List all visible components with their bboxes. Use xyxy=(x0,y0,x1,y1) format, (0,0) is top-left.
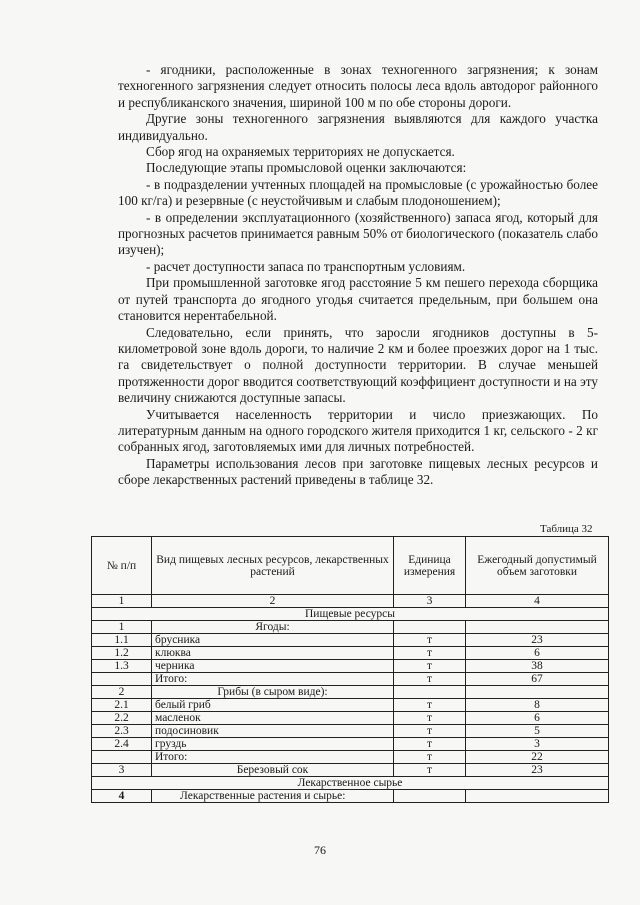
total-row: Итого: т 22 xyxy=(92,751,609,764)
body-text xyxy=(118,62,598,489)
table-row: 1.2 клюква т 6 xyxy=(92,647,609,660)
section-row xyxy=(92,777,609,790)
table-header-row xyxy=(92,537,609,595)
resources-table xyxy=(91,536,609,803)
group-title: Лекарственные растения и сырье: xyxy=(152,790,394,803)
paragraph: - в определении эксплуатационного (хозяйственного) запаса ягод, который для прогнозных расчетов принимается равным 50% от биологического (показатель слабо изучен); xyxy=(118,209,598,258)
paragraph: - ягодники, расположенные в зонах техногенного загрязнения; к зонам техногенного загрязнения следует относить полосы леса вдоль автодорог районного и республиканского значения, шириной 100 м по обе стороны дороги. xyxy=(118,62,598,110)
paragraph: Учитывается населенность территории и число приезжающих. По литературным данным на одного городского жителя приходится 1 кг, сельского - 2 кг собранных ягод, заготовляемых ими для личных потребностей. xyxy=(118,406,598,455)
section-food-title: Пищевые ресурсы xyxy=(92,608,609,621)
group-title: Грибы (в сыром виде): xyxy=(152,686,394,699)
section-med-title: Лекарственное сырье xyxy=(92,777,609,790)
group-row xyxy=(92,621,609,634)
paragraph: Другие зоны техногенного загрязнения выявляются для каждого участка индивидуально. xyxy=(118,111,598,143)
table-row: 2.4 груздь т 3 xyxy=(92,738,609,751)
paragraph: - в подразделении учтенных площадей на промысловые (с урожайностью более 100 кг/га) и резервные (с неустойчивым и слабым плодоношением); xyxy=(118,176,598,209)
table-row: 2.2 масленок т 6 xyxy=(92,712,609,725)
table-row: 2.1 белый гриб т 8 xyxy=(92,699,609,712)
section-row xyxy=(92,608,609,621)
col-number: 2 xyxy=(152,595,394,608)
paragraph: Последующие этапы промысловой оценки заключаются: xyxy=(146,160,467,176)
paragraph: Параметры использования лесов при заготовке пищевых лесных ресурсов и сборе лекарственных растений приведены в таблице 32. xyxy=(118,455,598,488)
paragraph: Следовательно, если принять, что заросли ягодников доступны в 5-километровой зоне вдоль дороги, то наличие 2 км и более проезжих дорог на 1 тыс. га свидетельствует о полной доступности территории. В случае меньшей протяженности дорог вводится соответствующий коэффициент доступности и на эту величину снижаются доступные запасы. xyxy=(118,324,598,406)
header-type: Вид пищевых лесных ресурсов, лекарственных растений xyxy=(152,537,394,595)
group-num: 2 xyxy=(92,686,152,699)
group-num: 4 xyxy=(92,790,152,803)
total-row: Итого: т 67 xyxy=(92,673,609,686)
header-volume: Ежегодный допустимый объем заготовки xyxy=(466,537,609,595)
group-num: 1 xyxy=(92,621,152,634)
table-row: 1.3 черника т 38 xyxy=(92,660,609,673)
paragraph: - расчет доступности запаса по транспортным условиям. xyxy=(146,258,466,274)
page-number: 76 xyxy=(314,843,326,857)
table-caption: Таблица 32 xyxy=(540,523,593,535)
group-row xyxy=(92,790,609,803)
table-row: 3 Березовый сок т 23 xyxy=(92,764,609,777)
col-number: 3 xyxy=(394,595,466,608)
header-unit: Единица измерения xyxy=(394,537,466,595)
col-number: 4 xyxy=(466,595,609,608)
col-number: 1 xyxy=(92,595,152,608)
group-row xyxy=(92,686,609,699)
paragraph: При промышленной заготовке ягод расстояние 5 км пешего перехода сборщика от путей транспорта до ягодного угодья считается предельным, при большем она становится нерентабельной. xyxy=(118,275,598,324)
header-num: № п/п xyxy=(92,537,152,595)
paragraph: Сбор ягод на охраняемых территориях не допускается. xyxy=(146,144,455,160)
table-row: 1.1 брусника т 23 xyxy=(92,634,609,647)
table-row: 2.3 подосиновик т 5 xyxy=(92,725,609,738)
column-number-row xyxy=(92,595,609,608)
group-title: Ягоды: xyxy=(152,621,394,634)
